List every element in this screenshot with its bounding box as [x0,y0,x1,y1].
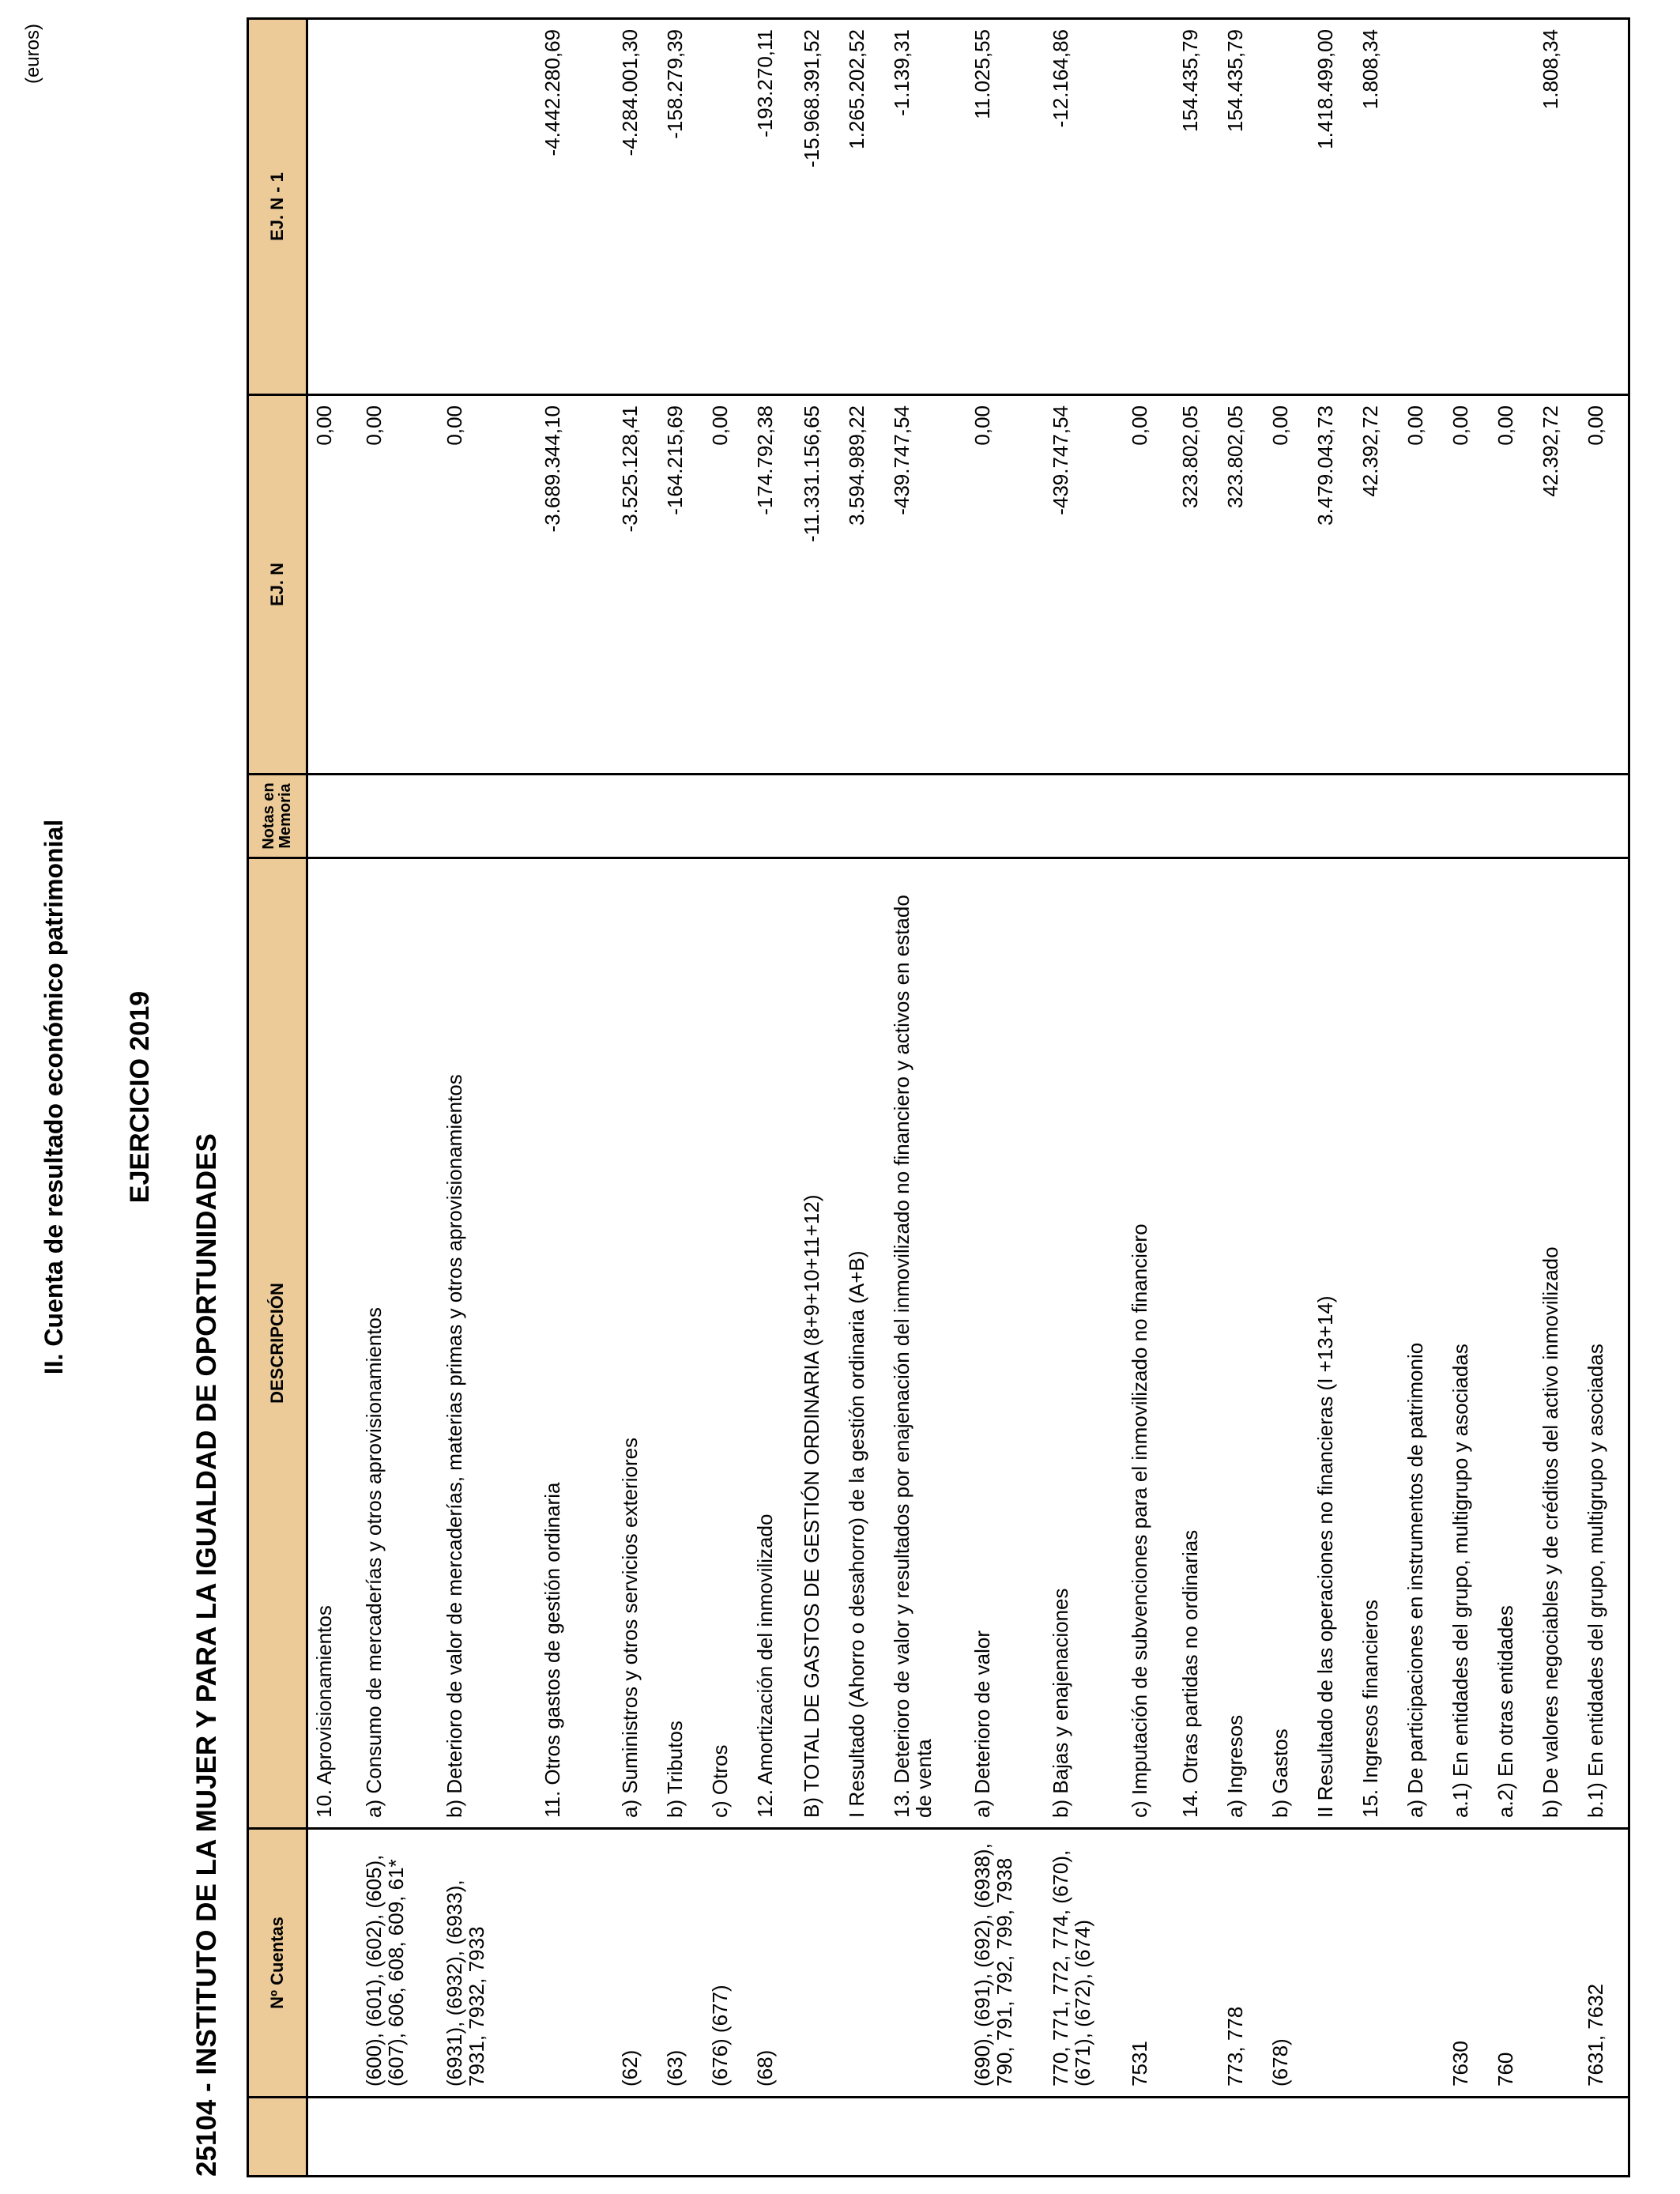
previous-year-value [307,19,358,395]
previous-year-value: -1.139,31 [886,19,966,395]
previous-year-value: -158.279,39 [659,19,704,395]
previous-year-value [439,19,537,395]
description-cell: b) Deterioro de valor de mercaderías, materias primas y otros aprovisionamientos [439,858,537,1829]
header-spacer [248,2098,307,2177]
current-year-value: 0,00 [439,395,537,775]
spacer-cell [1264,2098,1309,2177]
table-row [749,19,796,2177]
account-codes-cell: 7631, 7632 [1580,1829,1629,2098]
table-row [1580,19,1629,2177]
spacer-cell [537,2098,614,2177]
table-row [796,19,841,2177]
spacer-cell [1580,2098,1629,2177]
notes-cell [1490,775,1535,858]
description-cell: b) Bajas y enajenaciones [1045,858,1124,1829]
description-cell: 15. Ingresos financieros [1354,858,1399,1829]
description-cell: c) Otros [704,858,749,1829]
table-row [704,19,749,2177]
current-year-value: -439.747,54 [1045,395,1124,775]
account-codes-cell [1354,1829,1399,2098]
account-codes-cell [1535,1829,1580,2098]
spacer-cell [1445,2098,1490,2177]
account-codes-cell: (68) [749,1829,796,2098]
notes-cell [796,775,841,858]
account-codes-cell [307,1829,358,2098]
previous-year-value: 1.808,34 [1535,19,1580,395]
table-row [1445,19,1490,2177]
current-year-value: 0,00 [966,395,1045,775]
account-codes-cell: (62) [614,1829,659,2098]
spacer-cell [1174,2098,1219,2177]
notes-cell [841,775,886,858]
previous-year-value [1445,19,1490,395]
header-notas-line1: Notas en [260,782,277,850]
description-cell: a.1) En entidades del grupo, multigrupo y asociadas [1445,858,1490,1829]
current-year-value: 323.802,05 [1219,395,1264,775]
current-year-value: 0,00 [1580,395,1629,775]
previous-year-value: 154.435,79 [1174,19,1219,395]
header-cuentas: Nº Cuentas [248,1829,307,2098]
currency-unit: (euros) [22,24,43,85]
previous-year-value: 154.435,79 [1219,19,1264,395]
previous-year-value: 1.808,34 [1354,19,1399,395]
spacer-cell [796,2098,841,2177]
account-codes-cell [1174,1829,1219,2098]
spacer-cell [841,2098,886,2177]
spacer-cell [1045,2098,1124,2177]
current-year-value: 0,00 [1124,395,1174,775]
account-codes-cell: (678) [1264,1829,1309,2098]
previous-year-value: -4.284.001,30 [614,19,659,395]
notes-cell [1354,775,1399,858]
section-title: II. Cuenta de resultado económico patrimonial [40,819,68,1375]
previous-year-value [1264,19,1309,395]
description-cell: b) Tributos [659,858,704,1829]
previous-year-value: 1.418.499,00 [1309,19,1354,395]
notes-cell [966,775,1045,858]
description-cell: c) Imputación de subvenciones para el inmovilizado no financiero [1124,858,1174,1829]
spacer-cell [749,2098,796,2177]
current-year-value: 323.802,05 [1174,395,1219,775]
account-codes-cell [1399,1829,1445,2098]
previous-year-value: -193.270,11 [749,19,796,395]
current-year-value: 0,00 [1399,395,1445,775]
header-ej-n1: EJ. N - 1 [248,19,307,395]
table-row [1354,19,1399,2177]
current-year-value: 0,00 [307,395,358,775]
table-row [1399,19,1445,2177]
notes-cell [1264,775,1309,858]
description-cell: 13. Deterioro de valor y resultados por enajenación del inmovilizado no financiero y activos en estado de venta [886,858,966,1829]
description-cell: a.2) En otras entidades [1490,858,1535,1829]
previous-year-value: 11.025,55 [966,19,1045,395]
previous-year-value [704,19,749,395]
current-year-value: 0,00 [1445,395,1490,775]
account-codes-cell: (6931), (6932), (6933), 7931, 7932, 7933 [439,1829,537,2098]
spacer-cell [886,2098,966,2177]
current-year-value: -3.525.128,41 [614,395,659,775]
current-year-value: -3.689.344,10 [537,395,614,775]
account-codes-cell [796,1829,841,2098]
notes-cell [749,775,796,858]
account-codes-cell: 7531 [1124,1829,1174,2098]
notes-cell [1535,775,1580,858]
notes-cell [704,775,749,858]
current-year-value: -164.215,69 [659,395,704,775]
account-codes-cell: (63) [659,1829,704,2098]
account-codes-cell: 770, 771, 772, 774, (670), (671), (672), (674) [1045,1829,1124,2098]
notes-cell [307,775,358,858]
notes-cell [1045,775,1124,858]
previous-year-value: -12.164,86 [1045,19,1124,395]
table-row [1124,19,1174,2177]
description-cell: a) De participaciones en instrumentos de patrimonio [1399,858,1445,1829]
account-codes-cell: 7630 [1445,1829,1490,2098]
notes-cell [1174,775,1219,858]
notes-cell [439,775,537,858]
notes-cell [886,775,966,858]
description-cell: b) Gastos [1264,858,1309,1829]
current-year-value: -174.792,38 [749,395,796,775]
result-table [247,17,1630,2177]
description-cell: a) Ingresos [1219,858,1264,1829]
table-row [1219,19,1264,2177]
table-body [307,19,1629,2177]
current-year-value: 42.392,72 [1354,395,1399,775]
account-codes-cell: (600), (601), (602), (605), (607), 606, 608, 609, 61* [358,1829,439,2098]
notes-cell [537,775,614,858]
previous-year-value [1490,19,1535,395]
notes-cell [1580,775,1629,858]
notes-cell [659,775,704,858]
table-row [841,19,886,2177]
description-cell: b.1) En entidades del grupo, multigrupo y asociadas [1580,858,1629,1829]
description-cell: B) TOTAL DE GASTOS DE GESTIÓN ORDINARIA (8+9+10+11+12) [796,858,841,1829]
description-cell: I Resultado (Ahorro o desahorro) de la gestión ordinaria (A+B) [841,858,886,1829]
account-codes-cell [886,1829,966,2098]
table-row [1264,19,1309,2177]
description-cell: a) Deterioro de valor [966,858,1045,1829]
notes-cell [1399,775,1445,858]
exercise-title: EJERCICIO 2019 [125,990,155,1204]
current-year-value: 0,00 [1490,395,1535,775]
description-cell: a) Suministros y otros servicios exteriores [614,858,659,1829]
description-cell: b) De valores negociables y de créditos del activo inmovilizado [1535,858,1580,1829]
description-cell: II Resultado de las operaciones no financieras (I +13+14) [1309,858,1354,1829]
description-cell: 12. Amortización del inmovilizado [749,858,796,1829]
spacer-cell [358,2098,439,2177]
previous-year-value [1399,19,1445,395]
notes-cell [1219,775,1264,858]
previous-year-value: -4.442.280,69 [537,19,614,395]
table-header-row [248,19,307,2177]
previous-year-value [1580,19,1629,395]
account-codes-cell: (690), (691), (692), (6938), 790, 791, 792, 799, 7938 [966,1829,1045,2098]
current-year-value: 3.479.043,73 [1309,395,1354,775]
description-cell: 11. Otros gastos de gestión ordinaria [537,858,614,1829]
table-row [966,19,1045,2177]
spacer-cell [307,2098,358,2177]
spacer-cell [1535,2098,1580,2177]
description-cell: 10. Aprovisionamientos [307,858,358,1829]
notes-cell [1124,775,1174,858]
header-ej-n: EJ. N [248,395,307,775]
spacer-cell [659,2098,704,2177]
header-descripcion: DESCRIPCIÓN [248,858,307,1829]
account-codes-cell: (676) (677) [704,1829,749,2098]
table-row [1309,19,1354,2177]
spacer-cell [614,2098,659,2177]
table-row [307,19,358,2177]
current-year-value: 0,00 [358,395,439,775]
spacer-cell [439,2098,537,2177]
previous-year-value [358,19,439,395]
account-codes-cell [537,1829,614,2098]
table-row [358,19,439,2177]
spacer-cell [1219,2098,1264,2177]
table-row [1045,19,1124,2177]
table-row [1490,19,1535,2177]
current-year-value: -439.747,54 [886,395,966,775]
current-year-value: 0,00 [704,395,749,775]
spacer-cell [966,2098,1045,2177]
account-codes-cell: 760 [1490,1829,1535,2098]
current-year-value: 0,00 [1264,395,1309,775]
previous-year-value: 1.265.202,52 [841,19,886,395]
notes-cell [1445,775,1490,858]
table-row [439,19,537,2177]
notes-cell [358,775,439,858]
account-codes-cell: 773, 778 [1219,1829,1264,2098]
header-notas [248,775,307,858]
current-year-value: 42.392,72 [1535,395,1580,775]
table-row [537,19,614,2177]
account-codes-cell [1309,1829,1354,2098]
spacer-cell [1309,2098,1354,2177]
previous-year-value [1124,19,1174,395]
description-cell: a) Consumo de mercaderías y otros aprovisionamientos [358,858,439,1829]
table-row [659,19,704,2177]
account-codes-cell [841,1829,886,2098]
notes-cell [1309,775,1354,858]
notes-cell [614,775,659,858]
previous-year-value: -15.968.391,52 [796,19,841,395]
header-notas-line2: Memoria [277,783,294,849]
current-year-value: -11.331.156,65 [796,395,841,775]
spacer-cell [704,2098,749,2177]
spacer-cell [1399,2098,1445,2177]
table-row [1535,19,1580,2177]
entity-title: 25104 - INSTITUTO DE LA MUJER Y PARA LA IGUALDAD DE OPORTUNIDADES [191,1133,222,2177]
spacer-cell [1124,2098,1174,2177]
table-row [886,19,966,2177]
table-row [1174,19,1219,2177]
table-row [614,19,659,2177]
spacer-cell [1354,2098,1399,2177]
description-cell: 14. Otras partidas no ordinarias [1174,858,1219,1829]
current-year-value: 3.594.989,22 [841,395,886,775]
spacer-cell [1490,2098,1535,2177]
